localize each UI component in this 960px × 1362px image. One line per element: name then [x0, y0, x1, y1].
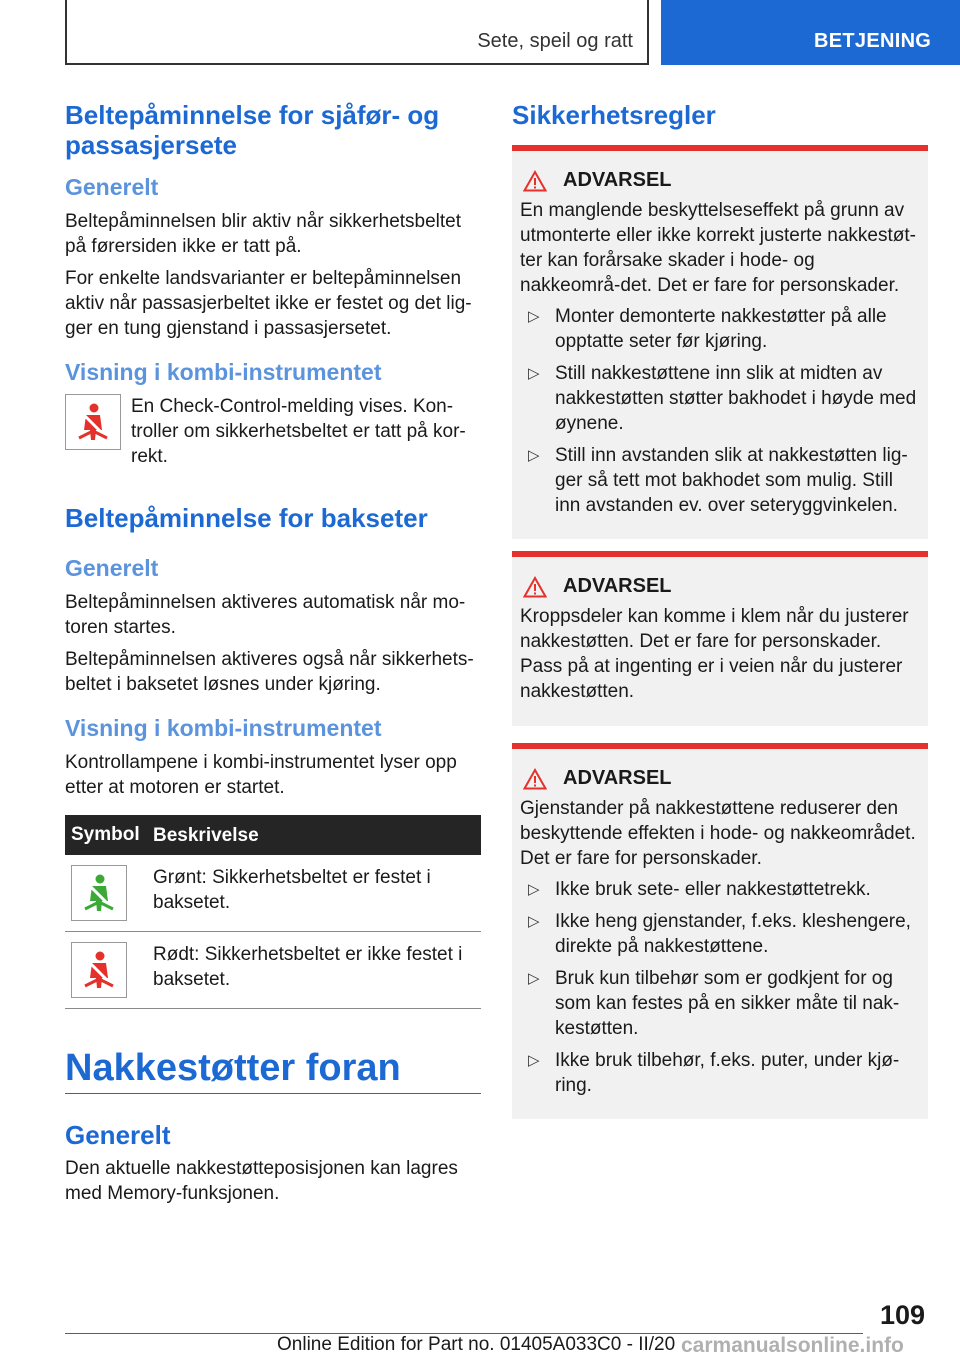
footer-edition: Online Edition for Part no. 01405A033C0 - II/20	[277, 1334, 676, 1355]
display-info-row	[65, 394, 481, 469]
warning-label: ADVARSEL	[563, 575, 672, 597]
subheading-general: Generelt	[65, 174, 159, 200]
warning-text: En manglende beskyttelseseffekt på grunn av utmonterte eller ikke korrekt justerte nakkestøt-ter kan forårsake skader i hode- og nakkeområ-det. Det er fare for personskader.	[520, 200, 916, 296]
seatbelt-warning-icon	[65, 394, 121, 450]
paragraph: Den aktuelle nakkestøtteposisjonen kan lagres med Memory-funksjonen.	[65, 1158, 458, 1204]
bullet-triangle-icon: ▷	[528, 913, 540, 930]
divider	[65, 1093, 481, 1094]
subheading-display: Visning i kombi-instrumentet	[65, 715, 382, 741]
right-column	[512, 100, 928, 130]
header-section-box	[65, 0, 649, 65]
warning-triangle-icon	[523, 768, 547, 790]
page-number: 109	[880, 1300, 926, 1330]
table-header-symbol: Symbol	[71, 824, 140, 845]
warning-label: ADVARSEL	[563, 169, 672, 191]
table-header-description: Beskrivelse	[153, 824, 259, 846]
header-section-title: Sete, speil og ratt	[477, 30, 633, 52]
warning-text: Gjenstander på nakkestøttene reduserer den beskyttende effekten i hode- og nakkeområdet. Det er fare for personskader.	[520, 798, 916, 869]
paragraph: Kontrollampene i kombi-instrumentet lyser opp etter at motoren er startet.	[65, 752, 457, 798]
list-item: ▷ Still nakkestøttene inn slik at midten av nakkestøtten støtter bakhodet i høyde med øynene.	[528, 363, 917, 434]
warning-label: ADVARSEL	[563, 767, 672, 789]
table-row	[65, 932, 481, 1009]
bullet-triangle-icon: ▷	[528, 970, 540, 987]
left-column	[65, 100, 481, 1206]
paragraph: Beltepåminnelsen aktiveres også når sikkerhets-beltet i baksetet løsnes under kjøring.	[65, 649, 474, 695]
warning-box	[512, 743, 928, 1119]
list-item: ▷ Ikke heng gjenstander, f.eks. kleshengere, direkte på nakkestøttene.	[528, 911, 911, 957]
bullet-triangle-icon: ▷	[528, 447, 540, 464]
bullet-triangle-icon: ▷	[528, 308, 540, 325]
warning-box	[512, 145, 928, 539]
table-row	[65, 855, 481, 932]
paragraph: Beltepåminnelsen blir aktiv når sikkerhetsbeltet på førersiden ikke er tatt på.	[65, 211, 462, 257]
list-item: ▷ Bruk kun tilbehør som er godkjent for og som kan festes på en sikker måte til nak-kestøtten.	[528, 968, 900, 1039]
bullet-triangle-icon: ▷	[528, 881, 540, 898]
bullet-triangle-icon: ▷	[528, 365, 540, 382]
list-item: ▷ Monter demonterte nakkestøtter på alle opptatte seter før kjøring.	[528, 306, 887, 352]
symbol-table	[65, 815, 481, 1009]
list-item: ▷ Ikke bruk sete- eller nakkestøttetrekk.	[528, 879, 871, 900]
seatbelt-red-icon	[71, 942, 127, 998]
footer-watermark: carmanualsonline.info	[681, 1334, 904, 1357]
subheading-display: Visning i kombi-instrumentet	[65, 359, 382, 385]
bullet-triangle-icon: ▷	[528, 1052, 540, 1069]
section-title-driver-seatbelt: Beltepåminnelse for sjåfør- og passasjersete	[65, 100, 440, 160]
section-title-safety-rules: Sikkerhetsregler	[512, 100, 716, 130]
display-info-text: En Check-Control-melding vises. Kon-troller om sikkerhetsbeltet er tatt på kor-rekt.	[131, 396, 466, 467]
list-item: ▷ Ikke bruk tilbehør, f.eks. puter, under kjø-ring.	[528, 1050, 900, 1096]
warning-text: Kroppsdeler kan komme i klem når du justerer nakkestøtten. Det er fare for personskader. Pass på at ingenting er i veien når du justerer nakkestøtten.	[520, 606, 909, 702]
paragraph: For enkelte landsvarianter er beltepåminnelsen aktiv når passasjerbeltet ikke er festet og det lig-ger en tung gjenstand i passasjersetet.	[65, 268, 472, 339]
header-chapter-title: BETJENING	[814, 30, 932, 52]
header-chapter-box	[661, 0, 960, 65]
warning-list	[520, 304, 920, 518]
section-title-headrests: Nakkestøtter foran	[65, 1047, 401, 1089]
table-header	[65, 815, 481, 855]
seatbelt-green-icon	[71, 865, 127, 921]
list-item: ▷ Still inn avstanden slik at nakkestøtten lig-ger så tett mot bakhodet som mulig. Still inn avstanden ev. over seteryggvinkelen.	[528, 445, 908, 516]
table-cell-description: Rødt: Sikkerhetsbeltet er ikke festet i baksetet.	[153, 944, 463, 990]
table-cell-description: Grønt: Sikkerhetsbeltet er festet i baksetet.	[153, 867, 431, 913]
warning-list	[520, 877, 920, 1098]
subheading-general: Generelt	[65, 1120, 171, 1150]
subheading-general: Generelt	[65, 555, 159, 581]
warning-triangle-icon	[523, 576, 547, 598]
paragraph: Beltepåminnelsen aktiveres automatisk når mo-toren startes.	[65, 592, 466, 638]
section-title-rear-seatbelt: Beltepåminnelse for bakseter	[65, 503, 428, 533]
warning-triangle-icon	[523, 170, 547, 192]
warning-box	[512, 551, 928, 726]
